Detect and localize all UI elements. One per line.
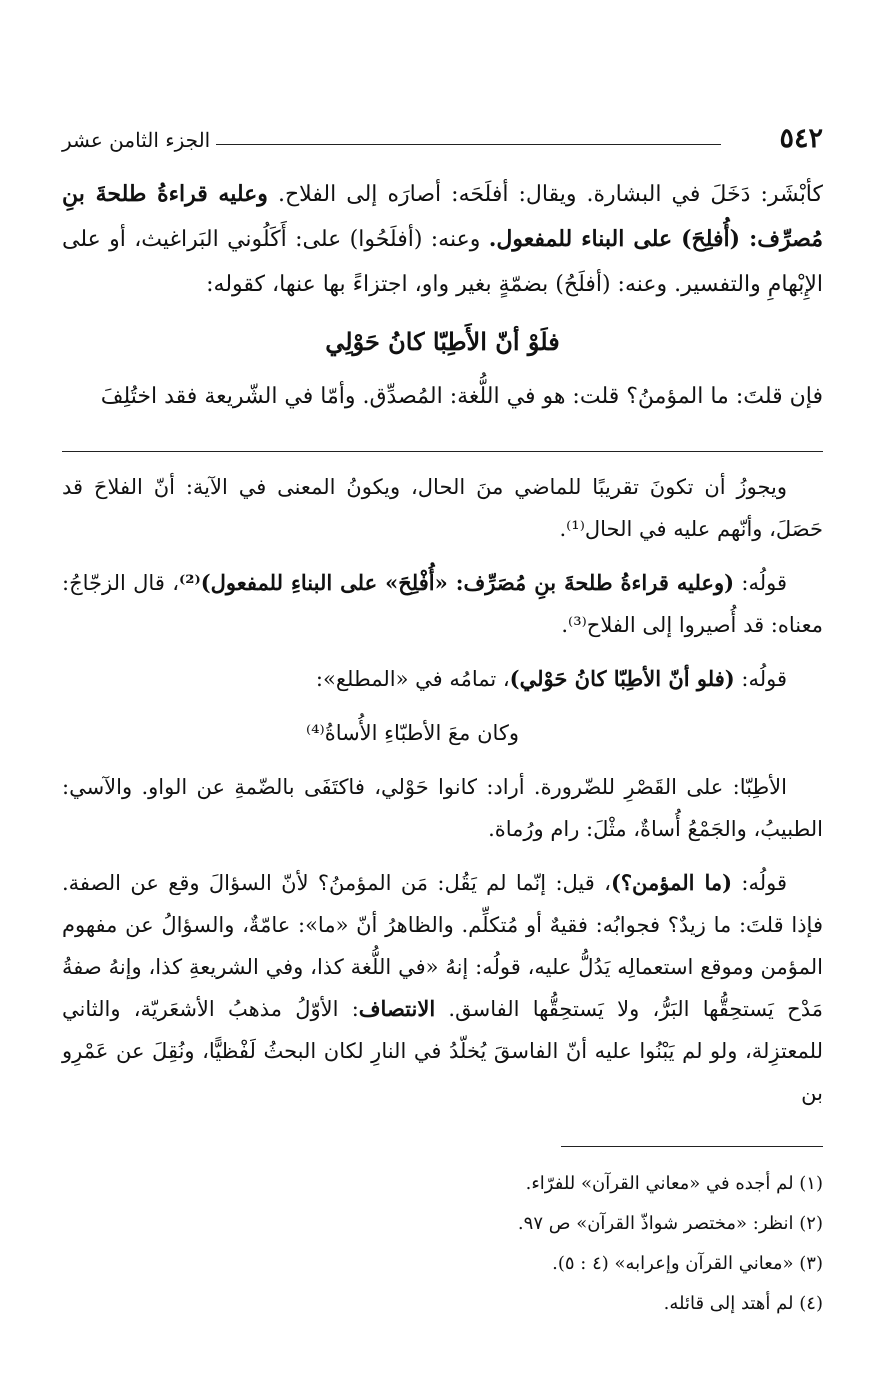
main-paragraph: فإن قلتَ: ما المؤمنُ؟ قلت: هو في اللُّغة: المُصدِّق. وأمّا في الشّريعة فقد اختُلِفَ: [100, 384, 823, 409]
commentary-paragraph: [62, 562, 823, 646]
commentary-quote: (وعليه قراءةُ طلحةَ بنِ مُصَرِّف: «أُفْلِحَ» على البناءِ للمفعول)⁽²⁾: [179, 570, 735, 595]
footnote-separator: [561, 1146, 823, 1147]
main-paragraph: [62, 172, 823, 307]
footnote: (١) لم أجده في «معاني القرآن» للفرّاء.: [525, 1173, 823, 1194]
footnote: (٣) «معاني القرآن وإعرابه» (٤ : ٥).: [552, 1253, 823, 1274]
footnote: (٤) لم أهتد إلى قائله.: [663, 1293, 823, 1314]
main-text-part: كأبْشَر: دَخَلَ في البشارة. ويقال: أفلَحَه: أصارَه إلى الفلاح.: [267, 182, 823, 207]
main-text: [62, 172, 823, 419]
commentary-part: ، قال الزجّاجُ: معناه: قد أُصيروا إلى الفلاح⁽³⁾.: [62, 571, 823, 637]
commentary-part: قولُه:: [734, 667, 787, 691]
commentary-paragraph: [62, 658, 823, 700]
commentary-verse: وكان معَ الأطبّاءِ الأُساةُ⁽⁴⁾: [305, 721, 520, 745]
main-verse: فلَوْ أنّ الأَطِبّا كانُ حَوْلِي: [325, 327, 560, 356]
commentary-quote: (فلو أنّ الأطِبّا كانُ حَوْلي): [509, 666, 735, 691]
commentary-part: قولُه:: [732, 871, 788, 895]
main-text-part: وعنه: (أفلَحُوا) على: أَكَلُوني البَراغيث، أو على الإِبْهامِ والتفسير. وعنه: (أفلَحُ) بضمّةٍ بغير واو، اجتزاءً بها عنها، كقوله:: [62, 227, 823, 297]
header-rule: [216, 144, 721, 145]
footnote: (٢) انظر: «مختصر شواذّ القرآن» ص ٩٧.: [517, 1213, 823, 1234]
commentary-source: الانتصاف: [358, 996, 436, 1021]
commentary-part: : الأوّلُ مذهبُ الأشعَريّة، والثاني للمعتزِلة، ولو لم يَبْنُوا عليه أنّ الفاسقَ يُخلّدُ في النارِ لكان البحثُ لَفْظيًّا، ونُقِلَ عن عَمْرِو بن: [62, 997, 823, 1105]
page-number: ٥٤٢: [779, 123, 823, 154]
running-title: الجزء الثامن عشر: [62, 128, 211, 152]
commentary-paragraph: [62, 862, 823, 1114]
page-header: [62, 122, 823, 162]
footnotes: [62, 1164, 823, 1324]
commentary: [62, 466, 823, 1126]
commentary-paragraph: الأطِبّا: على القَصْرِ للضّرورة. أراد: كانوا حَوْلي، فاكتَفَى بالضّمةِ عن الواو. والآسي: الطبيبُ، والجَمْعُ أُساةٌ، مثْلَ: رام ورُماة.: [62, 775, 823, 841]
commentary-part: ، قيل: إنّما لم يَقُل: مَن المؤمنُ؟ لأنّ السؤالَ وقع عن الصفة. فإذا قلتَ: ما زيدٌ؟ فجوابُه: فقيهٌ أو مُتكلِّم. والظاهرُ أنّ «ما»: عامّةٌ، والسؤالُ عن مفهوم المؤمن وموقع استعمالِه يَدُلُّ عليه، قولُه: إنهُ «في اللُّغة كذا، وفي الشريعةِ كذا، وإنهُ صفةُ مَدْح يَستحِقُّها البَرُّ، ولا يَستحِقُّها الفاسق.: [62, 871, 823, 1021]
main-separator: [62, 451, 823, 452]
main-text-bold: وعليه قراءةُ طلحةَ بنِ مُصرِّف: (أُفلِحَ) على البناء للمفعول.: [62, 181, 823, 252]
commentary-part: قولُه:: [734, 571, 787, 595]
commentary-part: ، تمامُه في «المطلع»:: [315, 667, 510, 691]
commentary-quote: (ما المؤمن؟): [610, 870, 733, 895]
commentary-paragraph: ويجوزُ أن تكونَ تقريبًا للماضي منَ الحال، ويكونُ المعنى في الآية: أنّ الفلاحَ قد حَصَلَ، وأنّهم عليه في الحال⁽¹⁾.: [62, 475, 823, 541]
